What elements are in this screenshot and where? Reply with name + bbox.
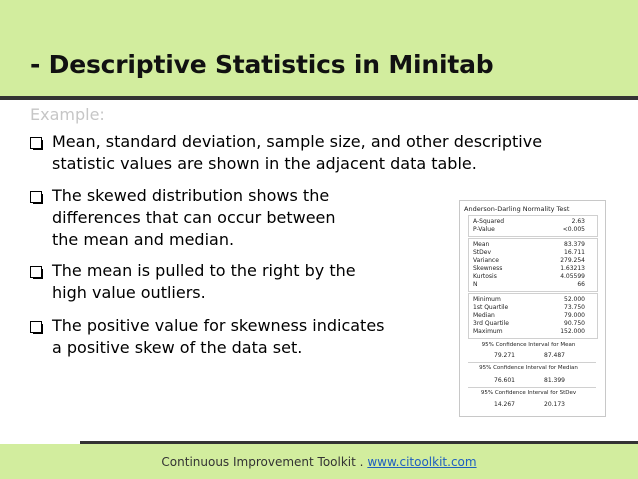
stat-value: 66 [577, 281, 585, 288]
footer-label: Continuous Improvement Toolkit [161, 455, 356, 469]
example-label: Example: [30, 105, 105, 124]
ci-low-value: 14.267 [494, 401, 515, 408]
checkbox-bullet-icon [30, 137, 42, 149]
stat-value: 90.750 [564, 320, 585, 327]
stat-row [473, 281, 593, 289]
stat-label: Minimum [473, 296, 501, 303]
stat-row [473, 218, 593, 226]
stat-value: 79.000 [564, 312, 585, 319]
ci-median-values [460, 377, 597, 385]
ci-low-value: 79.271 [494, 352, 515, 359]
stat-row [473, 273, 593, 281]
normality-group [468, 215, 598, 237]
ci-median-heading: 95% Confidence Interval for Median [479, 365, 578, 371]
stat-row [473, 226, 593, 234]
stat-value: 83.379 [564, 241, 585, 248]
stat-row [473, 265, 593, 273]
stat-label: 1st Quartile [473, 304, 509, 311]
checkbox-bullet-icon [30, 191, 42, 203]
footer-separator: . [359, 455, 364, 469]
stat-label: Maximum [473, 328, 503, 335]
stat-label: Median [473, 312, 495, 319]
bullet-line: high value outliers. [52, 283, 206, 302]
stat-value: 152.000 [560, 328, 585, 335]
stat-value: 16.711 [564, 249, 585, 256]
stat-row [473, 312, 593, 320]
ci-low-value: 76.601 [494, 377, 515, 384]
title-divider [0, 96, 638, 100]
bullet-line: The positive value for skewness indicates [52, 316, 385, 335]
stat-row [473, 257, 593, 265]
bullet-text [52, 131, 542, 175]
checkbox-bullet-icon [30, 266, 42, 278]
stat-label: N [473, 281, 478, 288]
stat-row [473, 249, 593, 257]
stat-label: Mean [473, 241, 490, 248]
ci-high-value: 87.487 [544, 352, 565, 359]
ci-high-value: 81.399 [544, 377, 565, 384]
stat-label: A-Squared [473, 218, 505, 225]
footer [0, 455, 638, 469]
statistics-table [459, 200, 606, 417]
ci-stdev-heading: 95% Confidence Interval for StDev [480, 390, 577, 396]
stat-label: Skewness [473, 265, 503, 272]
bullet-line: The mean is pulled to the right by the [52, 261, 356, 280]
stat-value: 279.254 [560, 257, 585, 264]
moments-group [468, 238, 598, 292]
stat-value: 73.750 [564, 304, 585, 311]
ci-mean-values [460, 352, 597, 360]
checkbox-bullet-icon [30, 321, 42, 333]
stat-label: P-Value [473, 226, 495, 233]
quartiles-group [468, 293, 598, 339]
bullet-text [52, 315, 385, 359]
stat-row [473, 320, 593, 328]
bullet-text [52, 260, 356, 304]
bullet-line: a positive skew of the data set. [52, 338, 303, 357]
bullet-line: differences that can occur between [52, 208, 336, 227]
stat-value: 52.000 [564, 296, 585, 303]
ci-stdev-values [460, 401, 597, 409]
stat-value: 1.63213 [560, 265, 585, 272]
stat-value: <0.005 [562, 226, 585, 233]
stat-row [473, 304, 593, 312]
ci-mean-heading: 95% Confidence Interval for Mean [481, 342, 576, 348]
stat-row [473, 328, 593, 336]
stat-value: 4.05599 [560, 273, 585, 280]
stat-value: 2.63 [571, 218, 585, 225]
bullet-line: the mean and median. [52, 230, 235, 249]
slide-title: - Descriptive Statistics in Minitab [30, 50, 494, 79]
bullet-line: statistic values are shown in the adjacent data table. [52, 154, 477, 173]
stat-label: Kurtosis [473, 273, 497, 280]
website-link[interactable]: www.citoolkit.com [367, 455, 477, 469]
bullet-line: Mean, standard deviation, sample size, and other descriptive [52, 132, 543, 151]
stat-label: 3rd Quartile [473, 320, 509, 327]
bullet-text [52, 185, 336, 251]
title-band [0, 0, 638, 96]
stat-label: StDev [473, 249, 492, 256]
stat-row [473, 296, 593, 304]
stat-label: Variance [473, 257, 499, 264]
stat-row [473, 241, 593, 249]
bullet-line: The skewed distribution shows the [52, 186, 330, 205]
stats-table-title: Anderson-Darling Normality Test [464, 205, 570, 213]
ci-divider [468, 362, 596, 363]
ci-high-value: 20.173 [544, 401, 565, 408]
ci-divider [468, 387, 596, 388]
